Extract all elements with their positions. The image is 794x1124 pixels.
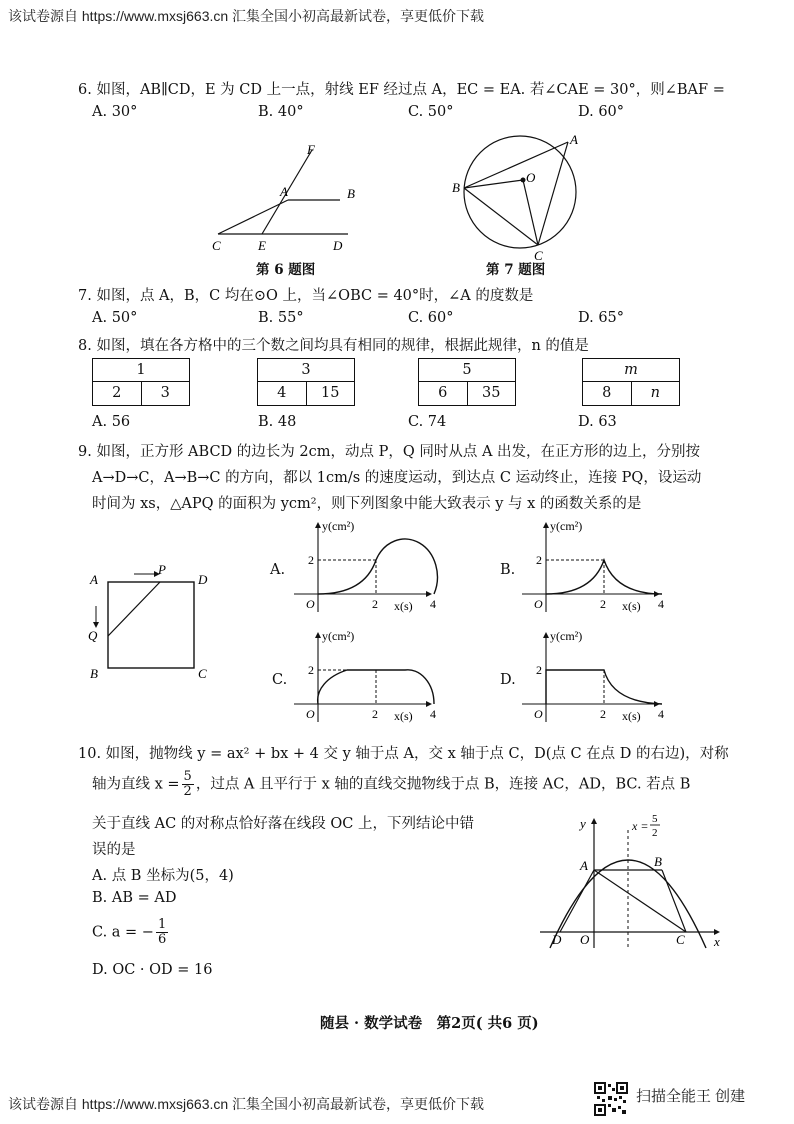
graph-a-ymark: 2: [308, 553, 314, 567]
q9-label-d: D: [198, 572, 208, 587]
q7-label-o: O: [526, 170, 536, 185]
q7-label-a: A: [570, 132, 578, 147]
q10-label-d: D: [552, 932, 562, 947]
graph-a-y-arrow: [315, 522, 321, 528]
q8-box-3-top: 5: [419, 359, 515, 382]
q6-label-b: B: [347, 186, 355, 201]
q8-option-c: C. 74: [408, 414, 447, 430]
q8-box-2-left: 4: [258, 382, 307, 405]
q7-option-a: A. 50°: [92, 310, 138, 326]
q8-box-3: [418, 358, 516, 406]
q9-line-2: A→D→C，A→B→C 的方向，都以 1cm/s 的速度运动，到达点 C 运动终止，连接 PQ，设运动: [92, 470, 702, 486]
scanner-credit: 扫描全能王 创建: [636, 1088, 746, 1105]
q8-box-1: [92, 358, 190, 406]
graph-d-ymark: 2: [536, 663, 542, 677]
q10-label-x: x: [714, 934, 720, 949]
q9-line-3: 时间为 xs，△APQ 的面积为 ycm²，则下列图象中能大致表示 y 与 x 的函数关系的是: [92, 496, 642, 512]
bottom-source-text: 该试卷源自 https://www.mxsj663.cn 汇集全国小初高最新试卷，享更低价下载: [8, 1096, 485, 1112]
q6-caption: 第 6 题图: [256, 262, 316, 278]
graph-a-origin: O: [306, 597, 315, 611]
qr-code-icon: [594, 1082, 628, 1116]
graph-b-tick-4: 4: [658, 597, 664, 611]
q7-figure: [450, 130, 590, 265]
q8-option-d: D. 63: [578, 414, 617, 430]
graph-b-y-arrow: [543, 522, 549, 528]
q6-label-a: A: [280, 184, 288, 199]
q9-label-q: Q: [88, 628, 98, 643]
graph-b-xlabel: x(s): [622, 599, 641, 613]
q9-graph-a-label: A.: [270, 562, 286, 578]
q8-option-a: A. 56: [92, 414, 131, 430]
q9-graph-a: [290, 516, 440, 616]
q8-box-2: [257, 358, 355, 406]
q6-label-f: F: [307, 142, 315, 157]
graph-b-tick-2: 2: [600, 597, 606, 611]
q10-line-1: 10. 如图，抛物线 y = ax² + bx + 4 交 y 轴于点 A，交 x 轴于点 C，D(点 C 在点 D 的右边)，对称: [78, 746, 729, 762]
q10-frac-num: 5: [183, 769, 192, 784]
q10-line-2: [92, 770, 690, 799]
graph-c-ymark: 2: [308, 663, 314, 677]
graph-a-ylabel: y(cm²): [322, 519, 355, 533]
q10-option-c: [92, 918, 170, 947]
graph-d-origin: O: [534, 707, 543, 721]
q6-label-c: C: [212, 238, 221, 253]
q8-option-b: B. 48: [258, 414, 297, 430]
q7-stem: 7. 如图，点 A，B，C 均在⊙O 上，当∠OBC = 40°时，∠A 的度数是: [78, 288, 534, 304]
graph-a-tick-2: 2: [372, 597, 378, 611]
graph-b-origin: O: [534, 597, 543, 611]
q8-box-3-left: 6: [419, 382, 468, 405]
graph-b-ylabel: y(cm²): [550, 519, 583, 533]
graph-d-tick-4: 4: [658, 707, 664, 721]
graph-d-tick-2: 2: [600, 707, 606, 721]
q9-label-b: B: [90, 666, 98, 681]
q10-option-b: B. AB = AD: [92, 890, 177, 906]
q10-option-c-text: C. a = −: [92, 924, 154, 941]
q8-box-1-right: 3: [160, 385, 170, 401]
q8-box-1-top: 1: [93, 359, 189, 382]
q8-box-2-right: 15: [321, 385, 340, 401]
q10-fig-frac-num: 5: [652, 813, 658, 825]
q10-axis-fraction: [182, 770, 194, 799]
graph-c-tick-4: 4: [430, 707, 436, 721]
q9-graph-b: [518, 516, 668, 616]
page-footer: 随县 · 数学试卷 第2页( 共6 页): [320, 1015, 539, 1032]
q9-graph-b-label: B.: [500, 562, 516, 578]
q9-line-1: 9. 如图，正方形 ABCD 的边长为 2cm，动点 P，Q 同时从点 A 出发，在正方形的边上，分别按: [78, 444, 701, 460]
q8-box-1-left: 2: [93, 382, 142, 405]
q8-box-4-left: 8: [583, 382, 632, 405]
q10-option-a: A. 点 B 坐标为(5，4): [92, 868, 234, 884]
q8-stem: 8. 如图，填在各方格中的三个数之间均具有相同的规律，根据此规律，n 的值是: [78, 338, 589, 354]
q7-option-c: C. 60°: [408, 310, 454, 326]
q10-axis-text: 轴为直线 x =: [92, 776, 180, 793]
q10-label-y: y: [580, 816, 586, 831]
q6-figure: [200, 138, 370, 258]
q10-line-3: 关于直线 AC 的对称点恰好落在线段 OC 上，下列结论中错: [92, 816, 474, 832]
q7-option-b: B. 55°: [258, 310, 304, 326]
graph-a-tick-4: 4: [430, 597, 436, 611]
q7-caption: 第 7 题图: [486, 262, 546, 278]
graph-c-xlabel: x(s): [394, 709, 413, 723]
q10-label-a: A: [580, 858, 588, 873]
q8-box-2-top: 3: [258, 359, 354, 382]
q10-optc-den: 6: [157, 932, 167, 947]
graph-c-tick-2: 2: [372, 707, 378, 721]
q6-stem: 6. 如图，AB∥CD，E 为 CD 上一点，射线 EF 经过点 A，EC = EA. 若∠CAE = 30°，则∠BAF =: [78, 82, 725, 98]
q8-box-3-right: 35: [482, 385, 501, 401]
q6-label-e: E: [258, 238, 266, 253]
q10-label-o: O: [580, 932, 590, 947]
q6-option-d: D. 60°: [578, 104, 625, 120]
graph-d-y-arrow: [543, 632, 549, 638]
q6-label-d: D: [333, 238, 343, 253]
q7-option-d: D. 65°: [578, 310, 625, 326]
q10-option-d: D. OC · OD = 16: [92, 962, 213, 978]
graph-d-xlabel: x(s): [622, 709, 641, 723]
q10-fig-frac-den: 2: [652, 827, 658, 839]
q7-label-c: C: [534, 248, 543, 263]
q9-graph-d-label: D.: [500, 672, 516, 688]
q9-label-c: C: [198, 666, 207, 681]
graph-a-curve: [318, 539, 437, 594]
q6-option-c: C. 50°: [408, 104, 454, 120]
q6-option-a: A. 30°: [92, 104, 138, 120]
q9-graph-c: [290, 626, 440, 726]
q10-label-b: B: [654, 854, 662, 869]
q8-box-4-right: n: [650, 385, 660, 401]
q10-line-4: 误的是: [92, 842, 136, 858]
q6-option-b: B. 40°: [258, 104, 304, 120]
graph-b-ymark: 2: [536, 553, 542, 567]
q7-label-b: B: [452, 180, 460, 195]
q10-figure: [536, 810, 732, 950]
q9-label-a: A: [90, 572, 98, 587]
q10-optc-num: 1: [157, 917, 167, 932]
graph-a-xlabel: x(s): [394, 599, 413, 613]
q10-frac-den: 2: [183, 784, 192, 799]
q8-box-4: [582, 358, 680, 406]
graph-c-y-arrow: [315, 632, 321, 638]
graph-c-origin: O: [306, 707, 315, 721]
graph-d-ylabel: y(cm²): [550, 629, 583, 643]
q9-square-figure: [84, 564, 214, 684]
graph-c-ylabel: y(cm²): [322, 629, 355, 643]
header-source-text: 该试卷源自 https://www.mxsj663.cn 汇集全国小初高最新试卷，享更低价下载: [8, 8, 485, 24]
q10-option-c-fraction: [156, 918, 168, 947]
q9-label-p: P: [158, 564, 166, 577]
q10-fig-axis-label: x =: [632, 819, 649, 833]
q10-label-c: C: [676, 932, 685, 947]
q9-graph-d: [518, 626, 668, 726]
q8-box-4-top: m: [583, 359, 679, 382]
q10-line-2-rest: ，过点 A 且平行于 x 轴的直线交抛物线于点 B，连接 AC，AD，BC. 若点 B: [195, 776, 691, 793]
q9-graph-c-label: C.: [272, 672, 288, 688]
